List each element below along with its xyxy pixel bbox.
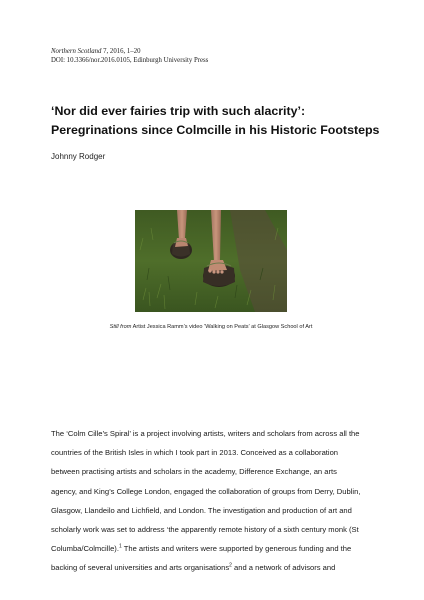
body-text-segment: Columba/Colmcille). bbox=[51, 544, 119, 554]
figure-caption bbox=[51, 324, 371, 330]
figure-photo bbox=[135, 210, 287, 312]
body-text-segment: The artists and writers were supported by generous funding and the bbox=[121, 544, 352, 554]
body-line: between practising artists and scholars in the academy, Difference Exchange, an arts bbox=[51, 467, 337, 477]
footnote-marker[interactable]: 1 bbox=[118, 543, 122, 550]
body-line: agency, and King’s College London, engaged the collaboration of groups from Derry, Dublin, bbox=[51, 486, 361, 496]
journal-citation bbox=[51, 47, 208, 56]
body-text-segment: backing of several universities and arts organisations bbox=[51, 563, 230, 573]
footnote-marker[interactable]: 2 bbox=[229, 562, 232, 569]
article-title-line-1: ‘Nor did ever fairies trip with such alacrity’: bbox=[51, 104, 306, 118]
article-title bbox=[51, 102, 381, 140]
body-line: Glasgow, Llandeilo and Lichfield, and London. The investigation and production of art and bbox=[51, 505, 352, 515]
journal-name: Northern Scotland bbox=[51, 48, 102, 55]
body-line bbox=[51, 539, 381, 558]
figure-caption-text: Artist Jessica Ramm’s video ‘Walking on Peats’ at Glasgow School of Art bbox=[131, 324, 313, 330]
journal-header bbox=[51, 47, 208, 65]
author-name: Johnny Rodger bbox=[51, 152, 106, 161]
figure-caption-italic: Still from bbox=[109, 324, 132, 330]
doi-line: DOI: 10.3366/nor.2016.0105, Edinburgh University Press bbox=[51, 57, 209, 64]
body-line: countries of the British Isles in which I took part in 2013. Conceived as a collaboration bbox=[51, 448, 339, 458]
body-paragraph bbox=[51, 424, 381, 578]
body-text-segment: and a network of advisors and bbox=[231, 563, 336, 573]
article-title-line-2: Peregrinations since Colmcille in his Historic Footsteps bbox=[51, 123, 380, 137]
journal-volume-pages: 7, 2016, 1–20 bbox=[101, 48, 141, 55]
body-line: The ‘Colm Cille’s Spiral’ is a project involving artists, writers and scholars from across all the bbox=[51, 429, 360, 438]
body-line: scholarly work was set to address ‘the apparently remote history of a sixth century monk (St bbox=[51, 525, 359, 535]
body-line bbox=[51, 558, 381, 577]
